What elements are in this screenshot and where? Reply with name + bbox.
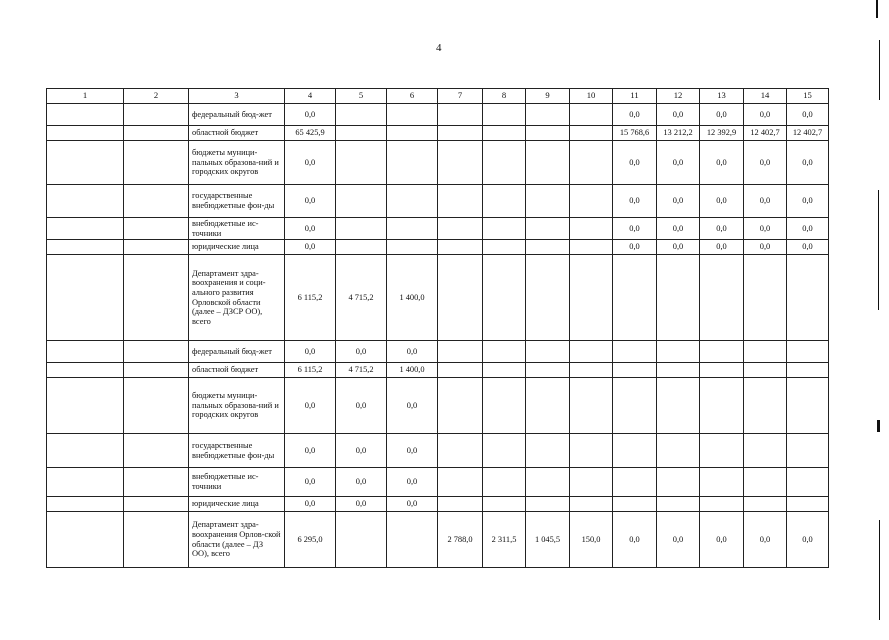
table-cell: 0,0	[387, 434, 438, 468]
table-cell: 0,0	[744, 218, 787, 240]
table-cell	[657, 468, 700, 497]
funding-source-cell: бюджеты муници-пальных образова-ний и городских округов	[189, 378, 285, 434]
table-cell: 0,0	[657, 240, 700, 255]
table-cell	[657, 363, 700, 378]
column-header: 11	[613, 89, 657, 104]
table-cell: 15 768,6	[613, 126, 657, 141]
column-header: 2	[124, 89, 189, 104]
table-row	[47, 255, 829, 341]
table-cell	[526, 378, 570, 434]
funding-source-cell: внебюджетные ис-точники	[189, 218, 285, 240]
table-cell	[336, 185, 387, 218]
table-cell	[744, 434, 787, 468]
table-cell	[787, 255, 829, 341]
table-cell	[613, 378, 657, 434]
table-cell	[613, 497, 657, 512]
funding-source-cell: федеральный бюд-жет	[189, 104, 285, 126]
table-row	[47, 363, 829, 378]
table-cell: 0,0	[700, 512, 744, 568]
column-header: 13	[700, 89, 744, 104]
table-cell: 0,0	[387, 378, 438, 434]
table-cell	[787, 378, 829, 434]
funding-source-cell: бюджеты муници-пальных образова-ний и городских округов	[189, 141, 285, 185]
table-cell: 0,0	[700, 218, 744, 240]
table-cell	[336, 126, 387, 141]
table-cell: 0,0	[285, 185, 336, 218]
table-cell	[526, 240, 570, 255]
column-header: 3	[189, 89, 285, 104]
table-cell	[483, 185, 526, 218]
table-cell	[570, 341, 613, 363]
table-cell	[613, 255, 657, 341]
table-cell	[438, 341, 483, 363]
table-cell	[438, 141, 483, 185]
table-cell: 0,0	[387, 341, 438, 363]
table-cell: 0,0	[613, 512, 657, 568]
table-cell	[570, 468, 613, 497]
table-cell	[124, 255, 189, 341]
table-cell: 0,0	[387, 468, 438, 497]
table-cell	[47, 240, 124, 255]
table-cell	[570, 363, 613, 378]
table-row	[47, 104, 829, 126]
table-cell	[47, 341, 124, 363]
page-number: 4	[436, 42, 442, 54]
table-cell	[336, 512, 387, 568]
table-cell	[387, 218, 438, 240]
table-cell: 1 400,0	[387, 363, 438, 378]
table-cell: 0,0	[613, 218, 657, 240]
column-header: 4	[285, 89, 336, 104]
table-cell	[336, 141, 387, 185]
table-cell	[700, 468, 744, 497]
table-cell: 0,0	[285, 141, 336, 185]
table-cell	[438, 378, 483, 434]
table-cell	[47, 255, 124, 341]
table-cell	[657, 378, 700, 434]
scan-edge-mark	[877, 420, 880, 432]
table-cell: 0,0	[700, 240, 744, 255]
table-cell	[47, 434, 124, 468]
funding-source-cell: юридические лица	[189, 497, 285, 512]
table-cell	[570, 434, 613, 468]
table-cell	[483, 104, 526, 126]
table-cell	[526, 363, 570, 378]
table-cell	[387, 104, 438, 126]
table-cell: 0,0	[787, 104, 829, 126]
table-cell	[570, 141, 613, 185]
table-cell	[47, 218, 124, 240]
table-cell	[483, 497, 526, 512]
table-cell	[570, 240, 613, 255]
table-row	[47, 378, 829, 434]
table-cell	[657, 497, 700, 512]
table-cell	[336, 240, 387, 255]
table-cell	[570, 497, 613, 512]
table-cell	[124, 468, 189, 497]
table-row	[47, 341, 829, 363]
table-cell: 2 788,0	[438, 512, 483, 568]
table-cell	[483, 240, 526, 255]
table-cell: 6 295,0	[285, 512, 336, 568]
table-cell	[744, 363, 787, 378]
table-cell	[526, 468, 570, 497]
budget-table	[46, 88, 829, 568]
table-cell: 0,0	[700, 141, 744, 185]
table-cell: 0,0	[787, 141, 829, 185]
table-row	[47, 185, 829, 218]
table-cell	[483, 255, 526, 341]
table-cell: 0,0	[657, 512, 700, 568]
table-cell: 0,0	[613, 141, 657, 185]
table-cell: 0,0	[700, 104, 744, 126]
table-cell	[387, 240, 438, 255]
column-header: 6	[387, 89, 438, 104]
table-cell	[787, 341, 829, 363]
table-cell: 150,0	[570, 512, 613, 568]
table-cell	[483, 468, 526, 497]
table-cell	[47, 512, 124, 568]
table-cell	[613, 468, 657, 497]
table-cell	[657, 255, 700, 341]
table-cell	[526, 341, 570, 363]
column-header: 8	[483, 89, 526, 104]
table-cell	[526, 126, 570, 141]
table-cell	[700, 341, 744, 363]
table-cell	[700, 434, 744, 468]
table-cell	[124, 218, 189, 240]
table-cell	[570, 378, 613, 434]
table-cell: 4 715,2	[336, 255, 387, 341]
table-cell	[438, 218, 483, 240]
funding-source-cell: государственные внебюджетные фон-ды	[189, 185, 285, 218]
table-cell: 0,0	[285, 378, 336, 434]
column-header: 9	[526, 89, 570, 104]
table-cell	[483, 341, 526, 363]
table-cell	[438, 104, 483, 126]
table-cell	[438, 497, 483, 512]
table-cell	[744, 378, 787, 434]
funding-source-cell: Департамент здра-воохранения Орлов-ской области (далее – ДЗ ОО), всего	[189, 512, 285, 568]
table-cell: 0,0	[657, 218, 700, 240]
table-row	[47, 512, 829, 568]
column-header: 5	[336, 89, 387, 104]
column-header: 14	[744, 89, 787, 104]
funding-source-cell: внебюджетные ис-точники	[189, 468, 285, 497]
table-cell	[570, 126, 613, 141]
table-cell: 0,0	[285, 497, 336, 512]
table-cell: 0,0	[744, 512, 787, 568]
table-cell: 0,0	[613, 104, 657, 126]
table-cell	[657, 434, 700, 468]
table-cell	[526, 218, 570, 240]
column-header: 10	[570, 89, 613, 104]
table-cell	[47, 185, 124, 218]
table-cell	[657, 341, 700, 363]
table-cell: 0,0	[285, 434, 336, 468]
table-cell	[47, 126, 124, 141]
table-cell	[526, 185, 570, 218]
table-cell: 0,0	[387, 497, 438, 512]
table-cell	[438, 468, 483, 497]
funding-source-cell: областной бюджет	[189, 126, 285, 141]
table-cell	[787, 497, 829, 512]
table-cell	[613, 434, 657, 468]
table-cell	[526, 255, 570, 341]
table-cell: 0,0	[336, 378, 387, 434]
table-cell	[387, 126, 438, 141]
funding-source-cell: федеральный бюд-жет	[189, 341, 285, 363]
table-cell	[438, 434, 483, 468]
funding-source-cell: юридические лица	[189, 240, 285, 255]
table-cell	[700, 497, 744, 512]
table-cell	[613, 363, 657, 378]
table-cell: 65 425,9	[285, 126, 336, 141]
table-cell: 0,0	[336, 434, 387, 468]
table-cell	[438, 255, 483, 341]
table-row	[47, 240, 829, 255]
table-cell: 0,0	[744, 104, 787, 126]
table-row	[47, 497, 829, 512]
table-cell	[47, 104, 124, 126]
table-cell	[526, 434, 570, 468]
table-cell: 0,0	[700, 185, 744, 218]
table-cell	[438, 240, 483, 255]
column-header: 7	[438, 89, 483, 104]
table-cell	[387, 512, 438, 568]
table-cell	[336, 104, 387, 126]
table-cell	[700, 255, 744, 341]
scan-edge-mark	[879, 520, 880, 620]
table-cell	[787, 468, 829, 497]
table-cell	[570, 104, 613, 126]
table-cell: 0,0	[336, 497, 387, 512]
table-cell: 0,0	[285, 341, 336, 363]
table-cell: 0,0	[613, 240, 657, 255]
table-row	[47, 468, 829, 497]
table-cell: 0,0	[787, 185, 829, 218]
table-row	[47, 434, 829, 468]
table-cell	[47, 141, 124, 185]
table-cell: 0,0	[285, 468, 336, 497]
table-cell	[124, 104, 189, 126]
table-cell	[744, 497, 787, 512]
column-header: 15	[787, 89, 829, 104]
table-cell: 0,0	[744, 141, 787, 185]
table-cell: 12 402,7	[744, 126, 787, 141]
funding-source-cell: Департамент здра-воохранения и соци-ального развития Орловской области (далее – ДЗСР ОО), всего	[189, 255, 285, 341]
table-cell	[700, 378, 744, 434]
table-cell: 0,0	[336, 341, 387, 363]
funding-source-cell: областной бюджет	[189, 363, 285, 378]
table-cell	[124, 434, 189, 468]
table-cell: 1 045,5	[526, 512, 570, 568]
table-cell: 2 311,5	[483, 512, 526, 568]
table-cell	[526, 497, 570, 512]
scan-edge-mark	[878, 190, 879, 310]
table-cell	[526, 104, 570, 126]
table-cell: 0,0	[744, 240, 787, 255]
table-cell	[124, 240, 189, 255]
table-cell	[744, 255, 787, 341]
table-cell	[570, 185, 613, 218]
column-header: 1	[47, 89, 124, 104]
table-cell	[787, 434, 829, 468]
table-cell: 0,0	[657, 141, 700, 185]
table-cell: 0,0	[613, 185, 657, 218]
table-cell	[124, 141, 189, 185]
table-cell	[570, 218, 613, 240]
table-cell	[787, 363, 829, 378]
table-cell: 0,0	[657, 104, 700, 126]
table-cell	[483, 126, 526, 141]
table-cell	[124, 512, 189, 568]
table-cell: 6 115,2	[285, 363, 336, 378]
table-cell	[47, 363, 124, 378]
table-cell: 1 400,0	[387, 255, 438, 341]
funding-source-cell: государственные внебюджетные фон-ды	[189, 434, 285, 468]
table-cell	[124, 126, 189, 141]
table-cell	[744, 341, 787, 363]
table-cell: 4 715,2	[336, 363, 387, 378]
table-cell	[483, 434, 526, 468]
table-cell	[438, 185, 483, 218]
table-cell	[483, 141, 526, 185]
table-cell: 0,0	[657, 185, 700, 218]
table-cell: 0,0	[787, 512, 829, 568]
table-cell	[483, 378, 526, 434]
table-cell: 12 402,7	[787, 126, 829, 141]
table-cell	[47, 497, 124, 512]
table-cell	[47, 378, 124, 434]
table-cell	[124, 497, 189, 512]
table-cell	[613, 341, 657, 363]
table-cell: 12 392,9	[700, 126, 744, 141]
table-cell	[438, 126, 483, 141]
table-cell	[47, 468, 124, 497]
column-header: 12	[657, 89, 700, 104]
table-cell: 0,0	[336, 468, 387, 497]
table-cell	[387, 185, 438, 218]
table-row	[47, 141, 829, 185]
table-cell: 0,0	[285, 104, 336, 126]
table-cell	[124, 185, 189, 218]
table-cell	[483, 363, 526, 378]
table-body	[47, 104, 829, 568]
column-number-row	[47, 89, 829, 104]
scan-edge-mark	[876, 0, 878, 18]
table-cell	[526, 141, 570, 185]
table-row	[47, 126, 829, 141]
table-cell	[124, 341, 189, 363]
table-cell	[438, 363, 483, 378]
table-cell: 0,0	[787, 218, 829, 240]
table-cell	[124, 378, 189, 434]
scan-edge-mark	[879, 40, 880, 100]
table-cell: 0,0	[285, 218, 336, 240]
table-cell: 0,0	[744, 185, 787, 218]
table-row	[47, 218, 829, 240]
table-cell	[387, 141, 438, 185]
table-cell	[700, 363, 744, 378]
table-cell: 6 115,2	[285, 255, 336, 341]
table-cell	[744, 468, 787, 497]
table-cell	[124, 363, 189, 378]
table-cell: 0,0	[787, 240, 829, 255]
table-cell	[483, 218, 526, 240]
table-cell	[336, 218, 387, 240]
table-cell: 0,0	[285, 240, 336, 255]
table-cell	[570, 255, 613, 341]
table-cell: 13 212,2	[657, 126, 700, 141]
